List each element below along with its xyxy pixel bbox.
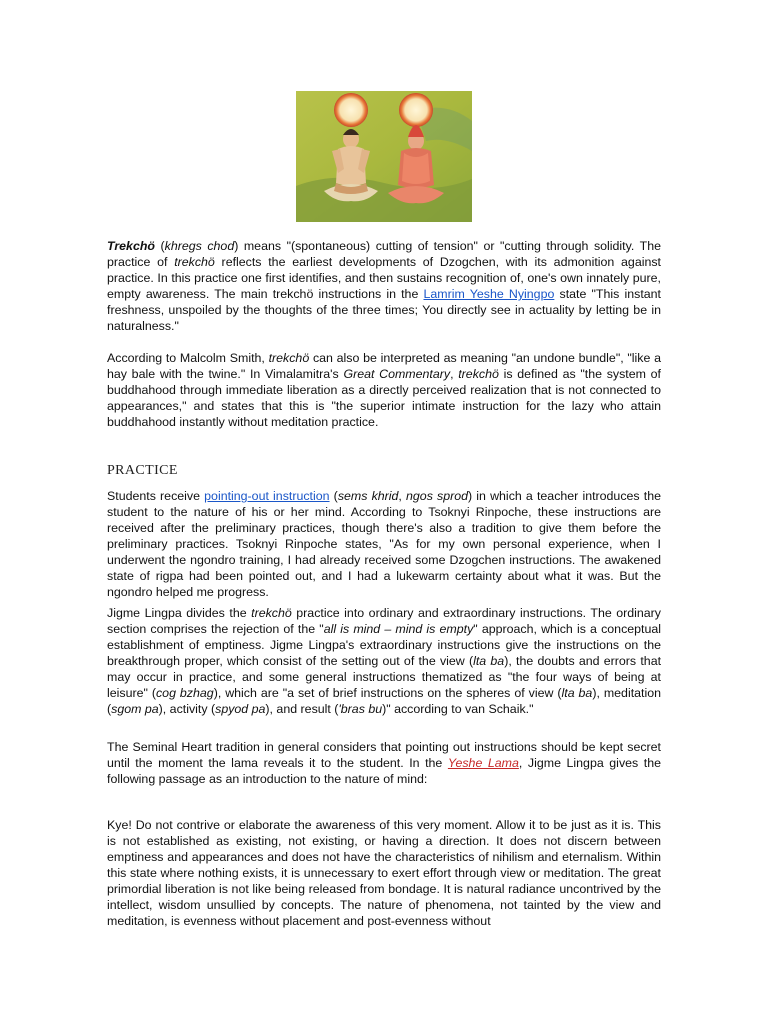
lamrim-yeshe-nyingpo-link[interactable]: Lamrim Yeshe Nyingpo [423, 287, 555, 301]
yeshe-lama-link[interactable]: Yeshe Lama [447, 756, 519, 770]
term-trekcho: Trekchö [107, 239, 155, 253]
malcolm-smith-paragraph: According to Malcolm Smith, trekchö can also be interpreted as meaning "an undone bundle", "like a hay bale with the twine." In Vimalamitra's Great Commentary, trekchö is defined as "the system of buddhahood through immediate liberation as a directly perceived realization that is not connected to appearances," and states that this is "the superior intimate instruction for the lazy who attain buddhahood instantly without meditation practice. [107, 351, 661, 429]
yogis-painting-image [296, 91, 472, 222]
great-commentary-title: Great Commentary [343, 367, 451, 381]
pointing-out-paragraph: Students receive pointing-out instruction (sems khrid, ngos sprod) in which a teacher introduces the student to the nature of his or her mind. According to Tsoknyi Rinpoche, these instructions are received after the preliminary practices, though there's also a tradition to give them before the preliminary practices. Tsoknyi Rinpoche states, "As for my own personal experience, when I underwent the ngondro training, I had already received some Dzogchen instructions. The awakened state of rigpa had been pointed out, and I had a lukewarm certainty about what it was. But the ngondro helped me progress. [107, 489, 661, 599]
practice-heading: PRACTICE [107, 463, 178, 478]
intro-paragraph: Trekchö (khregs chod) means "(spontaneous) cutting of tension" or "cutting through solidity. The practice of trekchö reflects the earliest developments of Dzogchen, with its admonition against practice. In this practice one first identifies, and then sustains recognition of, one's own innately pure, empty awareness. The main trekchö instructions in the Lamrim Yeshe Nyingpo state "This instant freshness, unspoiled by the thoughts of the three times; You directly see in actuality by letting be in naturalness." [107, 239, 662, 333]
seminal-heart-paragraph: The Seminal Heart tradition in general considers that pointing out instructions should be kept secret until the moment the lama reveals it to the student. In the Yeshe Lama, Jigme Lingpa gives the following passage as an introduction to the nature of mind: [107, 740, 662, 786]
jigme-lingpa-paragraph: Jigme Lingpa divides the trekchö practice into ordinary and extraordinary instructions. The ordinary section comprises the rejection of the "all is mind – mind is empty" approach, which is a conceptual establishment of emptiness. Jigme Lingpa's extraordinary instructions give the instructions on the breakthrough proper, which consist of the setting out of the view (lta ba), the doubts and errors that may occur in practice, and some general instructions thematized as "the four ways of being at leisure" (cog bzhag), which are "a set of brief instructions on the spheres of view (lta ba), meditation (sgom pa), activity (spyod pa), and result ('bras bu)" according to van Schaik." [107, 606, 662, 716]
kye-passage-paragraph: Kye! Do not contrive or elaborate the awareness of this very moment. Allow it to be just as it is. This is not established as existing, not existing, or having a direction. It does not discern between emptiness and appearances and does not have the characteristics of nihilism and eternalism. Within this state where nothing exists, it is unnecessary to exert effort through view or meditation. The great primordial liberation is not like being released from bondage. It is natural radiance uncontrived by the intellect, wisdom unsullied by concepts. The nature of phenomena, not tainted by the view and meditation, is evenness without placement and post-evenness without [107, 818, 661, 928]
pointing-out-instruction-link[interactable]: pointing-out instruction [204, 489, 330, 503]
